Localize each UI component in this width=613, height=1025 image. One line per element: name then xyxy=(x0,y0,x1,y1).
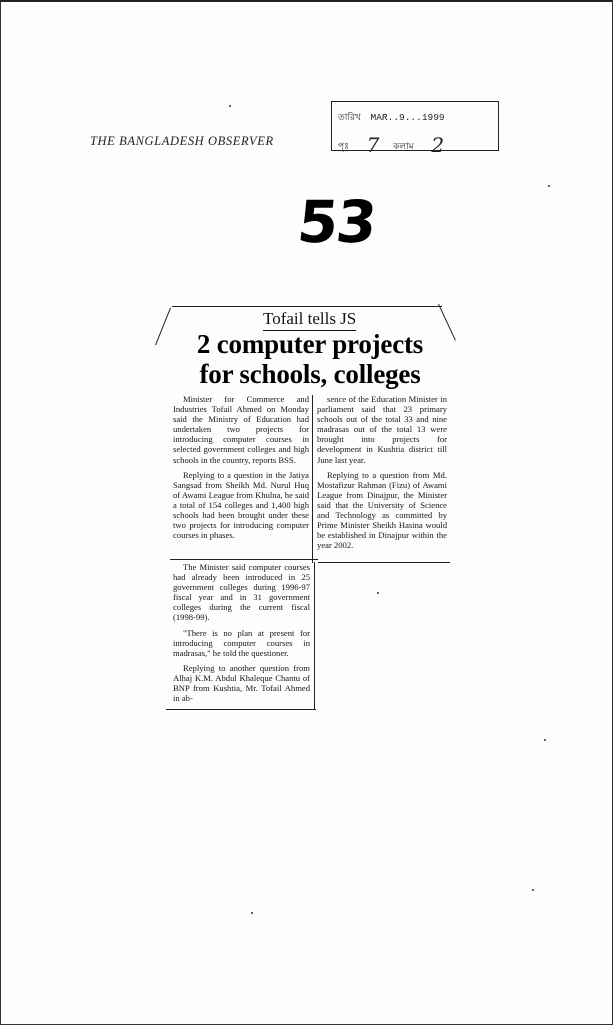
column3-paragraph: The Minister said computer courses had already been introduced in 25 government colleges during 1996-97 fiscal year and in 31 government colleges during the current fiscal (1998-99). xyxy=(173,562,310,623)
column3-paragraph: Replying to another question from Alhaj K.M. Abdul Khaleque Chantu of BNP from Kushtia, Mr. Tofail Ahmed in ab- xyxy=(173,662,310,704)
scan-speck xyxy=(377,592,379,594)
stamp-page-row xyxy=(338,130,452,157)
file-number: 53 xyxy=(294,188,379,256)
article-column-3 xyxy=(173,562,310,703)
column1-paragraph: Replying to a question in the Jatiya Sangsad from Sheikh Md. Nurul Huq of Awami League from Khulna, he said a total of 154 colleges and 1,400 high schools had been brought under these two projects for introducing computer courses in phases. xyxy=(173,469,309,541)
column-divider-horizontal xyxy=(170,559,318,560)
headline-line-1: 2 computer projects xyxy=(196,329,424,359)
scan-speck xyxy=(544,739,546,741)
stamp-date-value: MAR..9...1999 xyxy=(370,112,445,123)
column2-paragraph: sence of the Education Minister in parliament said that 23 primary schools out of the total 33 and nine madrasas out of the total 13 were brought into projects for development in Kushtia district till June last year. xyxy=(317,394,447,465)
clip-bottom-rule xyxy=(166,709,316,710)
clip-top-rule xyxy=(172,306,442,307)
clip-right-edge xyxy=(314,562,315,710)
article-kicker: Tofail tells JS xyxy=(263,309,356,331)
scan-speck xyxy=(229,105,231,107)
stamp-date-label: তারিখ xyxy=(338,113,361,123)
stamp-column-label: কলাম xyxy=(393,142,414,152)
headline-line-2: for schools, colleges xyxy=(199,359,421,389)
date-stamp xyxy=(331,101,499,157)
column3-paragraph: "There is no plan at present for introducing computer courses in madrasas," he told the questioner. xyxy=(173,627,310,658)
article-column-2 xyxy=(317,394,447,550)
scan-speck xyxy=(532,889,534,891)
clip-right-rule xyxy=(318,562,450,563)
stamp-column-value: 2 xyxy=(431,133,445,157)
stamp-page-value: 7 xyxy=(366,133,380,157)
stamp-page-label: পৃঃ xyxy=(338,142,349,152)
newspaper-name: THE BANGLADESH OBSERVER xyxy=(90,134,274,148)
article-headline xyxy=(160,329,460,389)
column1-paragraph: Minister for Commerce and Industries Tofail Ahmed on Monday said the Ministry of Education had undertaken two projects for introducing computer courses in selected government colleges and high schools in the country, reports BSS. xyxy=(173,394,309,465)
stamp-date-row xyxy=(338,110,445,125)
article-column-1 xyxy=(173,394,309,540)
clip-inner-edge xyxy=(312,395,313,563)
scan-speck xyxy=(251,912,253,914)
scan-speck xyxy=(548,185,550,187)
column2-paragraph: Replying to a question from Md. Mostafizur Rahman (Fizu) of Awami League from Dinajpur, the Minister said that the University of Science and Technology as committed by Prime Minister Sheikh Hasina would be established in Dinajpur within the year 2002. xyxy=(317,469,447,551)
